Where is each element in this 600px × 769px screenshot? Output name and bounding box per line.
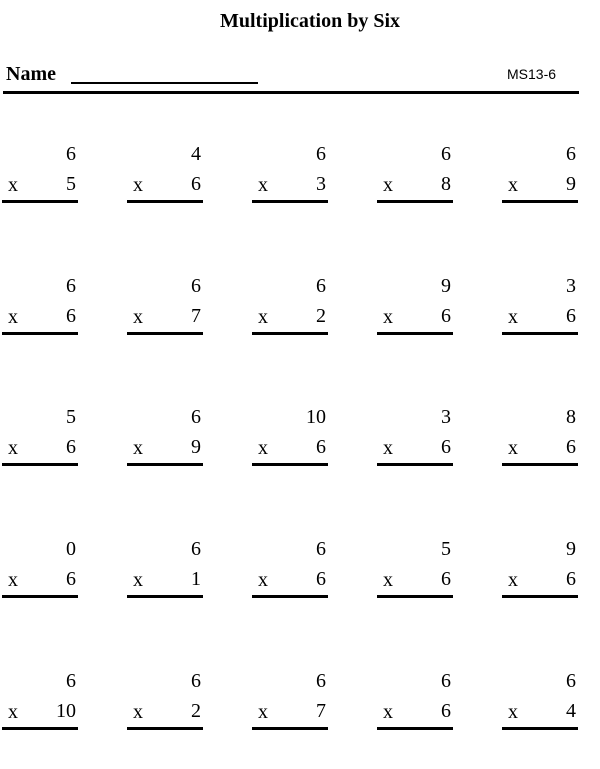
problem-16 xyxy=(2,537,78,599)
top-number: 6 xyxy=(441,670,451,692)
answer-line xyxy=(252,463,328,466)
answer-line xyxy=(127,463,203,466)
multiply-sign: x xyxy=(258,437,268,459)
problem-11 xyxy=(2,405,78,467)
top-number: 6 xyxy=(316,275,326,297)
top-number: 6 xyxy=(316,670,326,692)
multiply-sign: x xyxy=(133,437,143,459)
bottom-number: 6 xyxy=(566,436,576,458)
answer-line xyxy=(2,595,78,598)
multiply-sign: x xyxy=(258,569,268,591)
bottom-number: 6 xyxy=(66,568,76,590)
multiply-sign: x xyxy=(8,701,18,723)
answer-line xyxy=(252,332,328,335)
top-number: 9 xyxy=(566,538,576,560)
multiply-sign: x xyxy=(508,701,518,723)
multiply-sign: x xyxy=(258,174,268,196)
answer-line xyxy=(502,332,578,335)
multiply-sign: x xyxy=(133,174,143,196)
answer-line xyxy=(252,727,328,730)
top-number: 10 xyxy=(306,406,326,428)
answer-line xyxy=(377,595,453,598)
top-number: 0 xyxy=(66,538,76,560)
answer-line xyxy=(127,727,203,730)
problem-1 xyxy=(2,142,78,204)
multiply-sign: x xyxy=(8,437,18,459)
bottom-number: 6 xyxy=(191,173,201,195)
multiply-sign: x xyxy=(508,437,518,459)
answer-line xyxy=(502,727,578,730)
problem-6 xyxy=(2,274,78,336)
problem-5 xyxy=(502,142,578,204)
bottom-number: 5 xyxy=(66,173,76,195)
multiply-sign: x xyxy=(508,569,518,591)
multiply-sign: x xyxy=(258,701,268,723)
top-number: 9 xyxy=(441,275,451,297)
multiply-sign: x xyxy=(383,174,393,196)
header-divider xyxy=(3,91,579,94)
bottom-number: 6 xyxy=(441,700,451,722)
problem-3 xyxy=(252,142,328,204)
multiply-sign: x xyxy=(508,174,518,196)
top-number: 6 xyxy=(66,275,76,297)
problem-24 xyxy=(377,669,453,731)
answer-line xyxy=(377,463,453,466)
problem-12 xyxy=(127,405,203,467)
answer-line xyxy=(127,595,203,598)
problem-8 xyxy=(252,274,328,336)
top-number: 5 xyxy=(441,538,451,560)
bottom-number: 2 xyxy=(191,700,201,722)
answer-line xyxy=(502,595,578,598)
problem-4 xyxy=(377,142,453,204)
bottom-number: 4 xyxy=(566,700,576,722)
answer-line xyxy=(502,200,578,203)
multiply-sign: x xyxy=(8,569,18,591)
worksheet-code: MS13-6 xyxy=(507,66,557,82)
problem-15 xyxy=(502,405,578,467)
bottom-number: 6 xyxy=(566,568,576,590)
answer-line xyxy=(127,200,203,203)
top-number: 6 xyxy=(191,275,201,297)
top-number: 5 xyxy=(66,406,76,428)
worksheet-title: Multiplication by Six xyxy=(219,10,401,32)
multiply-sign: x xyxy=(133,306,143,328)
top-number: 6 xyxy=(316,538,326,560)
bottom-number: 7 xyxy=(191,305,201,327)
problem-23 xyxy=(252,669,328,731)
answer-line xyxy=(377,332,453,335)
bottom-number: 7 xyxy=(316,700,326,722)
answer-line xyxy=(2,200,78,203)
multiply-sign: x xyxy=(383,437,393,459)
multiply-sign: x xyxy=(133,701,143,723)
name-label: Name xyxy=(6,63,56,85)
bottom-number: 6 xyxy=(441,568,451,590)
top-number: 6 xyxy=(566,670,576,692)
top-number: 6 xyxy=(66,670,76,692)
multiply-sign: x xyxy=(8,174,18,196)
multiply-sign: x xyxy=(383,701,393,723)
answer-line xyxy=(127,332,203,335)
name-blank-line xyxy=(71,82,258,84)
top-number: 6 xyxy=(191,406,201,428)
problem-13 xyxy=(252,405,328,467)
bottom-number: 10 xyxy=(56,700,76,722)
top-number: 6 xyxy=(66,143,76,165)
bottom-number: 6 xyxy=(66,305,76,327)
problem-7 xyxy=(127,274,203,336)
top-number: 6 xyxy=(191,670,201,692)
problem-17 xyxy=(127,537,203,599)
bottom-number: 6 xyxy=(316,568,326,590)
problem-20 xyxy=(502,537,578,599)
problem-18 xyxy=(252,537,328,599)
multiply-sign: x xyxy=(8,306,18,328)
problem-25 xyxy=(502,669,578,731)
multiply-sign: x xyxy=(383,569,393,591)
top-number: 6 xyxy=(191,538,201,560)
answer-line xyxy=(377,727,453,730)
bottom-number: 6 xyxy=(566,305,576,327)
top-number: 6 xyxy=(316,143,326,165)
top-number: 3 xyxy=(441,406,451,428)
bottom-number: 6 xyxy=(441,436,451,458)
problem-22 xyxy=(127,669,203,731)
answer-line xyxy=(502,463,578,466)
bottom-number: 6 xyxy=(316,436,326,458)
bottom-number: 9 xyxy=(566,173,576,195)
bottom-number: 2 xyxy=(316,305,326,327)
answer-line xyxy=(2,727,78,730)
top-number: 4 xyxy=(191,143,201,165)
bottom-number: 3 xyxy=(316,173,326,195)
multiply-sign: x xyxy=(133,569,143,591)
problem-2 xyxy=(127,142,203,204)
problem-21 xyxy=(2,669,78,731)
bottom-number: 6 xyxy=(66,436,76,458)
top-number: 6 xyxy=(441,143,451,165)
answer-line xyxy=(252,595,328,598)
answer-line xyxy=(2,332,78,335)
bottom-number: 8 xyxy=(441,173,451,195)
multiply-sign: x xyxy=(258,306,268,328)
bottom-number: 9 xyxy=(191,436,201,458)
answer-line xyxy=(377,200,453,203)
problem-14 xyxy=(377,405,453,467)
multiply-sign: x xyxy=(383,306,393,328)
problem-10 xyxy=(502,274,578,336)
problem-19 xyxy=(377,537,453,599)
bottom-number: 6 xyxy=(441,305,451,327)
top-number: 8 xyxy=(566,406,576,428)
bottom-number: 1 xyxy=(191,568,201,590)
answer-line xyxy=(252,200,328,203)
multiply-sign: x xyxy=(508,306,518,328)
problem-9 xyxy=(377,274,453,336)
answer-line xyxy=(2,463,78,466)
top-number: 3 xyxy=(566,275,576,297)
top-number: 6 xyxy=(566,143,576,165)
